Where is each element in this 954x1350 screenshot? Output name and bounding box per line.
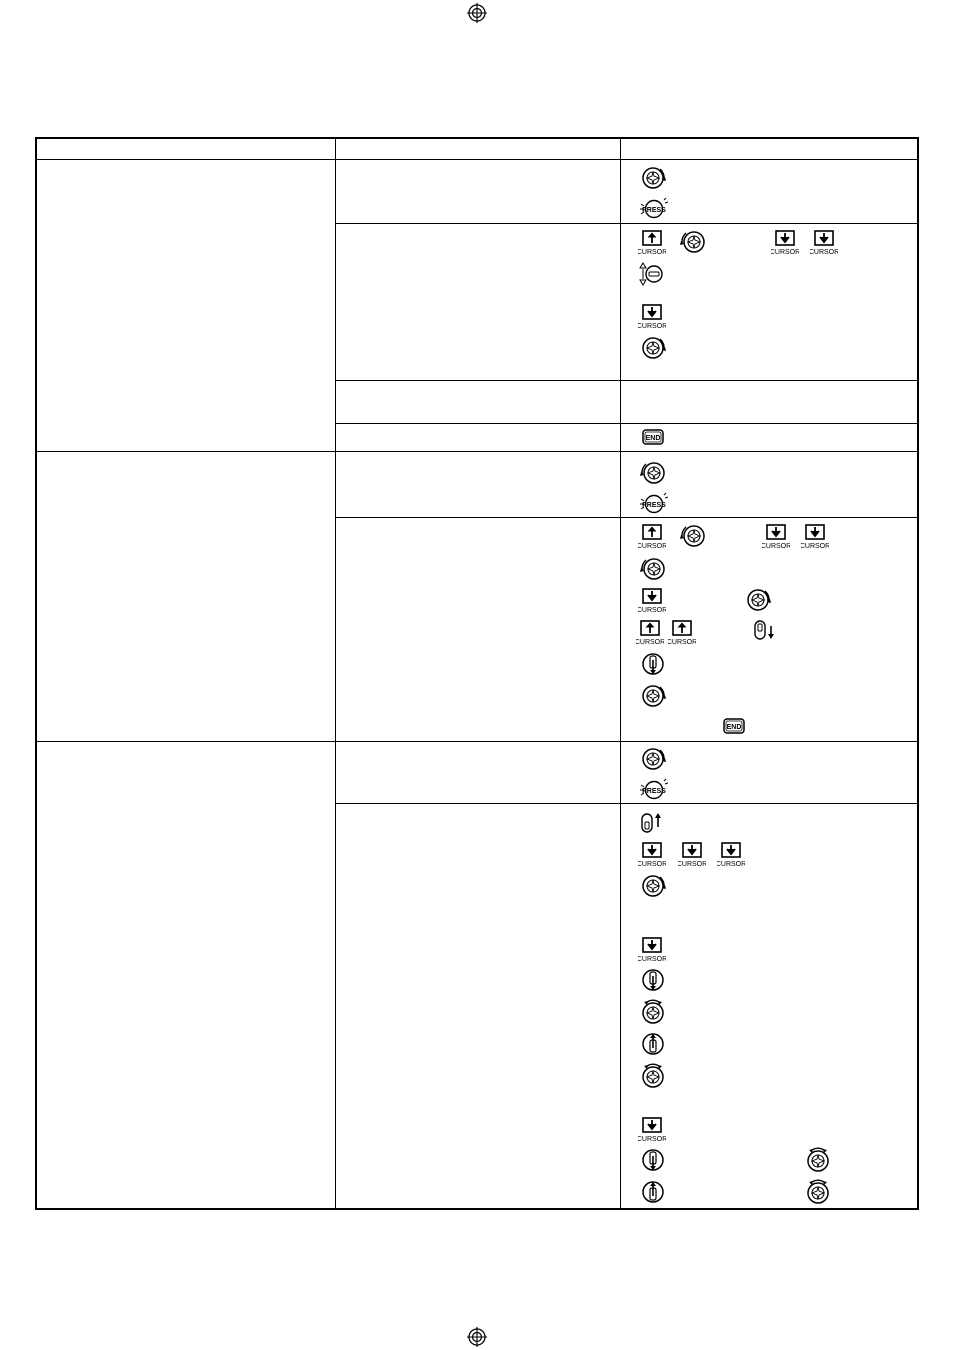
subrow-separator [335, 803, 917, 804]
press-dial-icon [638, 492, 668, 516]
end-key-icon [642, 429, 664, 445]
dial-top-icon [640, 1063, 666, 1089]
dial-clockwise-icon [640, 335, 666, 361]
dial-counterclockwise-icon [640, 460, 666, 486]
column-divider-2 [620, 139, 621, 1208]
lever-up-icon [639, 809, 665, 835]
cursor-down-key-icon [810, 230, 838, 256]
dial-counterclockwise-icon [640, 556, 666, 582]
dial-clockwise-icon [640, 165, 666, 191]
registration-mark-bottom-icon [467, 1327, 487, 1347]
cursor-down-key-icon [638, 937, 666, 963]
registration-mark-top-icon [467, 3, 487, 23]
cursor-up-key-icon [668, 620, 696, 646]
dial-clockwise-icon [745, 587, 771, 613]
subrow-separator [335, 223, 917, 224]
column-divider-1 [335, 139, 336, 1208]
procedure-table [35, 137, 919, 1210]
knob-up-icon [640, 1031, 666, 1057]
subrow-separator [335, 423, 917, 424]
cursor-down-key-icon [801, 524, 829, 550]
cursor-down-key-icon [638, 304, 666, 330]
dial-clockwise-icon [640, 873, 666, 899]
press-dial-icon [638, 197, 668, 221]
dial-top-icon [805, 1147, 831, 1173]
minus-up-down-icon [639, 261, 665, 287]
end-key-icon [723, 718, 745, 734]
dial-counterclockwise-icon [680, 229, 706, 255]
cursor-up-key-icon [638, 524, 666, 550]
knob-up-icon [640, 1179, 666, 1205]
subrow-separator [335, 517, 917, 518]
knob-down-icon [640, 967, 666, 993]
row-separator-1 [37, 451, 917, 452]
cursor-down-key-icon [771, 230, 799, 256]
cursor-down-key-icon [717, 842, 745, 868]
cursor-down-key-icon [678, 842, 706, 868]
cursor-down-key-icon [762, 524, 790, 550]
press-dial-icon [638, 778, 668, 802]
subrow-separator [335, 380, 917, 381]
cursor-down-key-icon [638, 588, 666, 614]
cursor-up-key-icon [636, 620, 664, 646]
row-separator-2 [37, 741, 917, 742]
knob-down-icon [640, 1147, 666, 1173]
dial-counterclockwise-icon [680, 523, 706, 549]
dial-clockwise-icon [640, 683, 666, 709]
dial-top-icon [805, 1179, 831, 1205]
dial-top-icon [640, 999, 666, 1025]
cursor-down-key-icon [638, 842, 666, 868]
knob-down-icon [640, 651, 666, 677]
lever-down-icon [752, 618, 778, 644]
cursor-up-key-icon [638, 230, 666, 256]
header-separator [37, 159, 917, 160]
dial-clockwise-icon [640, 746, 666, 772]
cursor-down-key-icon [638, 1117, 666, 1143]
